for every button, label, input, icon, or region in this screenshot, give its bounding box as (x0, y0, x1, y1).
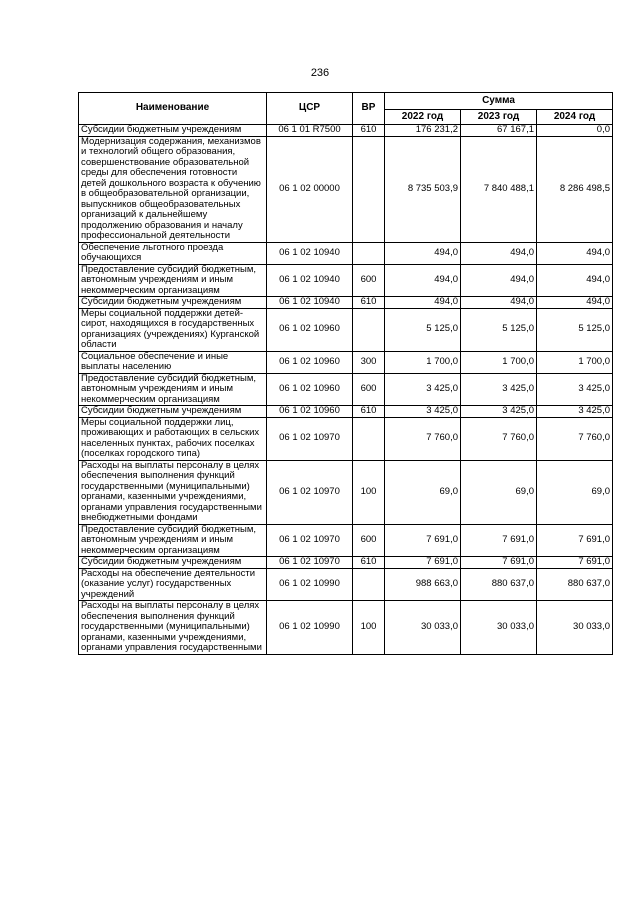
row-amount-2023: 880 637,0 (461, 568, 537, 601)
row-name: Субсидии бюджетным учреждениям (79, 297, 267, 309)
table-row (79, 524, 613, 557)
table-row (79, 460, 613, 524)
row-amount-2022: 7 760,0 (385, 417, 461, 460)
row-amount-2024: 494,0 (537, 242, 613, 264)
header-year-2022: 2022 год (385, 110, 461, 125)
row-amount-2022: 3 425,0 (385, 373, 461, 406)
row-amount-2023: 5 125,0 (461, 308, 537, 351)
row-amount-2023: 3 425,0 (461, 406, 537, 418)
table-row (79, 308, 613, 351)
header-year-2023: 2023 год (461, 110, 537, 125)
row-amount-2022: 69,0 (385, 460, 461, 524)
row-vr: 600 (353, 524, 385, 557)
row-amount-2024: 30 033,0 (537, 601, 613, 655)
row-vr (353, 136, 385, 242)
table-row (79, 557, 613, 569)
row-amount-2022: 494,0 (385, 242, 461, 264)
row-amount-2023: 3 425,0 (461, 373, 537, 406)
row-name: Обеспечение льготного проезда обучающихся (79, 242, 267, 264)
row-csr: 06 1 02 10970 (267, 524, 353, 557)
row-amount-2023: 67 167,1 (461, 125, 537, 137)
row-amount-2022: 30 033,0 (385, 601, 461, 655)
row-csr: 06 1 01 R7500 (267, 125, 353, 137)
row-vr (353, 242, 385, 264)
row-vr: 610 (353, 406, 385, 418)
row-name: Социальное обеспечение и иные выплаты населению (79, 351, 267, 373)
row-vr: 100 (353, 601, 385, 655)
row-csr: 06 1 02 10990 (267, 601, 353, 655)
row-amount-2022: 988 663,0 (385, 568, 461, 601)
table-row (79, 242, 613, 264)
row-vr: 600 (353, 264, 385, 297)
row-vr (353, 417, 385, 460)
row-amount-2024: 3 425,0 (537, 373, 613, 406)
row-csr: 06 1 02 10960 (267, 308, 353, 351)
row-csr: 06 1 02 10990 (267, 568, 353, 601)
table-row (79, 568, 613, 601)
table-row (79, 125, 613, 137)
table-row (79, 406, 613, 418)
row-amount-2023: 30 033,0 (461, 601, 537, 655)
row-csr: 06 1 02 10940 (267, 264, 353, 297)
row-csr: 06 1 02 10960 (267, 406, 353, 418)
row-name: Предоставление субсидий бюджетным, автономным учреждениям и иным некоммерческим организациям (79, 524, 267, 557)
row-amount-2022: 176 231,2 (385, 125, 461, 137)
row-vr: 610 (353, 297, 385, 309)
row-name: Меры социальной поддержки детей-сирот, находящихся в государственных организациях (учреждениях) Курганской области (79, 308, 267, 351)
header-name: Наименование (79, 93, 267, 125)
row-amount-2024: 494,0 (537, 264, 613, 297)
row-vr (353, 568, 385, 601)
row-name: Субсидии бюджетным учреждениям (79, 125, 267, 137)
row-amount-2022: 3 425,0 (385, 406, 461, 418)
row-vr: 610 (353, 125, 385, 137)
row-amount-2023: 494,0 (461, 242, 537, 264)
table-row (79, 297, 613, 309)
row-csr: 06 1 02 10940 (267, 297, 353, 309)
row-amount-2023: 7 691,0 (461, 557, 537, 569)
row-csr: 06 1 02 10960 (267, 373, 353, 406)
row-amount-2023: 7 760,0 (461, 417, 537, 460)
row-amount-2024: 7 691,0 (537, 557, 613, 569)
row-csr: 06 1 02 00000 (267, 136, 353, 242)
row-vr (353, 308, 385, 351)
row-amount-2022: 7 691,0 (385, 524, 461, 557)
row-name: Предоставление субсидий бюджетным, автономным учреждениям и иным некоммерческим организациям (79, 373, 267, 406)
row-amount-2022: 494,0 (385, 297, 461, 309)
row-amount-2024: 880 637,0 (537, 568, 613, 601)
row-amount-2022: 1 700,0 (385, 351, 461, 373)
row-amount-2024: 7 760,0 (537, 417, 613, 460)
row-amount-2024: 494,0 (537, 297, 613, 309)
row-name: Субсидии бюджетным учреждениям (79, 557, 267, 569)
header-vr: ВР (353, 93, 385, 125)
table-row (79, 601, 613, 655)
row-csr: 06 1 02 10970 (267, 557, 353, 569)
row-amount-2023: 7 840 488,1 (461, 136, 537, 242)
row-csr: 06 1 02 10970 (267, 417, 353, 460)
table-row (79, 373, 613, 406)
row-amount-2024: 8 286 498,5 (537, 136, 613, 242)
table-row (79, 417, 613, 460)
row-amount-2024: 5 125,0 (537, 308, 613, 351)
row-amount-2023: 494,0 (461, 264, 537, 297)
row-amount-2024: 1 700,0 (537, 351, 613, 373)
row-amount-2022: 8 735 503,9 (385, 136, 461, 242)
row-vr: 600 (353, 373, 385, 406)
row-name: Субсидии бюджетным учреждениям (79, 406, 267, 418)
row-name: Предоставление субсидий бюджетным, автономным учреждениям и иным некоммерческим организациям (79, 264, 267, 297)
row-amount-2024: 3 425,0 (537, 406, 613, 418)
header-year-2024: 2024 год (537, 110, 613, 125)
row-amount-2022: 494,0 (385, 264, 461, 297)
header-csr: ЦСР (267, 93, 353, 125)
row-vr: 610 (353, 557, 385, 569)
row-vr: 300 (353, 351, 385, 373)
table-row (79, 264, 613, 297)
row-name: Расходы на выплаты персоналу в целях обеспечения выполнения функций государственными (муниципальными) органами, казенными учреждениями, органами управления государственными внебюджетными фондами (79, 460, 267, 524)
row-vr: 100 (353, 460, 385, 524)
row-amount-2024: 69,0 (537, 460, 613, 524)
row-csr: 06 1 02 10970 (267, 460, 353, 524)
row-amount-2023: 1 700,0 (461, 351, 537, 373)
row-amount-2024: 7 691,0 (537, 524, 613, 557)
row-name: Модернизация содержания, механизмов и технологий общего образования, совершенствование образовательной среды для обеспечения готовности детей дошкольного возраста к обучению в общеобразовательной организации, выпускников общеобразовательных организаций к дальнейшему продолжению образования и началу профессиональной деятельности (79, 136, 267, 242)
row-csr: 06 1 02 10960 (267, 351, 353, 373)
row-amount-2023: 494,0 (461, 297, 537, 309)
row-name: Меры социальной поддержки лиц, проживающих и работающих в сельских населенных пунктах, рабочих поселках (поселках городского типа) (79, 417, 267, 460)
table-row (79, 136, 613, 242)
table-row (79, 351, 613, 373)
row-csr: 06 1 02 10940 (267, 242, 353, 264)
row-name: Расходы на обеспечение деятельности (оказание услуг) государственных учреждений (79, 568, 267, 601)
page-number: 236 (310, 67, 330, 79)
row-amount-2024: 0,0 (537, 125, 613, 137)
row-amount-2023: 7 691,0 (461, 524, 537, 557)
row-amount-2023: 69,0 (461, 460, 537, 524)
row-amount-2022: 5 125,0 (385, 308, 461, 351)
row-name: Расходы на выплаты персоналу в целях обеспечения выполнения функций государственными (муниципальными) органами, казенными учреждениями, органами управления государственными (79, 601, 267, 655)
row-amount-2022: 7 691,0 (385, 557, 461, 569)
budget-table (78, 92, 613, 655)
header-sum: Сумма (385, 93, 613, 110)
